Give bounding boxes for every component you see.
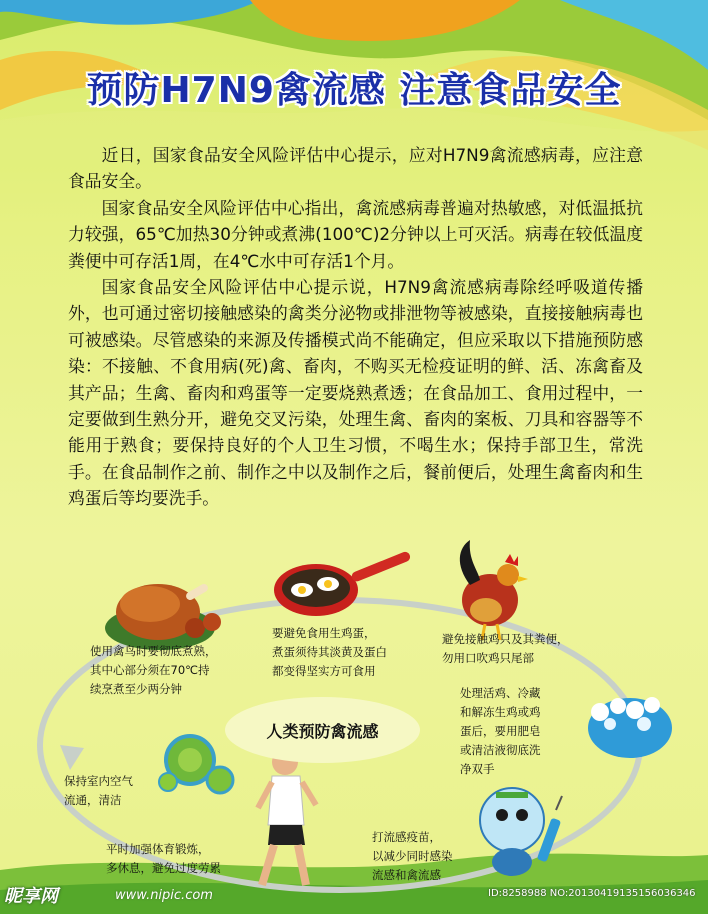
page-title: 预防H7N9禽流感 注意食品安全	[86, 70, 622, 111]
tip-ventilation	[64, 772, 133, 810]
paragraph: 国家食品安全风险评估中心提示说，H7N9禽流感病毒除经呼吸道传播外，也可通过密切接触感染的禽类分泌物或排泄物等被感染，直接接触病毒也可被感染。尽管感染的来源及传播模式尚不能确定，但应采取以下措施预防感染：不接触、不食用病(死)禽、畜肉，不购买无检疫证明的鲜、活、冻禽畜及其产品；生禽、畜肉和鸡蛋等一定要烧熟煮透；在食品加工、食用过程中，一定要做到生熟分开，避免交叉污染，处理生禽、畜肉的案板、刀具和容器等不能用于熟食；要保持良好的个人卫生习惯，不喝生水；保持手部卫生，常洗手。在食品制作之前、制作之中以及制作之后，餐前便后，处理生禽畜肉和生鸡蛋后等均要洗手。	[68, 277, 643, 509]
tip-line: 打流感疫苗，	[372, 830, 441, 844]
tip-line: 续烹煮至少两分钟	[90, 682, 182, 696]
runner-icon	[258, 745, 316, 885]
watermark-url: www.nipic.com	[115, 888, 213, 903]
tip-line: 流通，清洁	[64, 793, 122, 807]
tip-line: 要避免食用生鸡蛋，	[272, 626, 376, 640]
tip-line: 处理活鸡、冷藏	[460, 686, 541, 700]
tip-line: 保持室内空气	[64, 774, 133, 788]
paragraph: 国家食品安全风险评估中心指出，禽流感病毒普遍对热敏感，对低温抵抗力较强，65℃加热30分钟或煮沸(100℃)2分钟以上可灭活。病毒在较低温度粪便中可存活1周，在4℃水中可存活1个月。	[68, 197, 643, 271]
tip-cook-poultry	[90, 642, 217, 699]
vaccine-mascot-icon	[480, 788, 562, 876]
watermark-site: 昵享网	[4, 886, 58, 907]
tip-wash-hands	[460, 684, 541, 779]
tip-line: 流感和禽流感	[372, 868, 441, 882]
tip-eggs	[272, 624, 387, 681]
tip-line: 多休息，避免过度劳累	[106, 861, 221, 875]
tip-vaccine	[372, 828, 453, 885]
tip-line: 使用禽鸟时要彻底煮熟，	[90, 644, 217, 658]
tip-line: 煮蛋须待其淡黄及蛋白	[272, 645, 387, 659]
tip-exercise	[106, 840, 221, 878]
watermark-id: ID:8258988 NO:20130419135156036346	[488, 888, 696, 899]
tip-avoid-chicken	[442, 630, 569, 668]
tip-line: 勿用口吹鸡只尾部	[442, 651, 534, 665]
tip-line: 净双手	[460, 762, 495, 776]
frying-pan-icon	[274, 550, 412, 616]
center-label: 人类预防禽流感	[225, 697, 420, 763]
tip-line: 避免接触鸡只及其粪便，	[442, 632, 569, 646]
tip-line: 平时加强体育锻炼，	[106, 842, 210, 856]
paragraph: 近日，国家食品安全风险评估中心提示，应对H7N9禽流感病毒，应注意食品安全。	[68, 145, 643, 192]
tip-line: 其中心部分须在70℃持	[90, 663, 210, 677]
virus-icon	[159, 736, 233, 793]
tip-line: 或清洁液彻底洗	[460, 743, 541, 757]
tip-line: 以减少同时感染	[372, 849, 453, 863]
tip-line: 和解冻生鸡或鸡	[460, 705, 541, 719]
tip-line: 蛋后，要用肥皂	[460, 724, 541, 738]
roast-chicken-icon	[105, 583, 221, 650]
tip-line: 都变得坚实方可食用	[272, 664, 376, 678]
hand-washing-icon	[588, 697, 672, 758]
cycle-arrow-icon	[60, 745, 84, 770]
